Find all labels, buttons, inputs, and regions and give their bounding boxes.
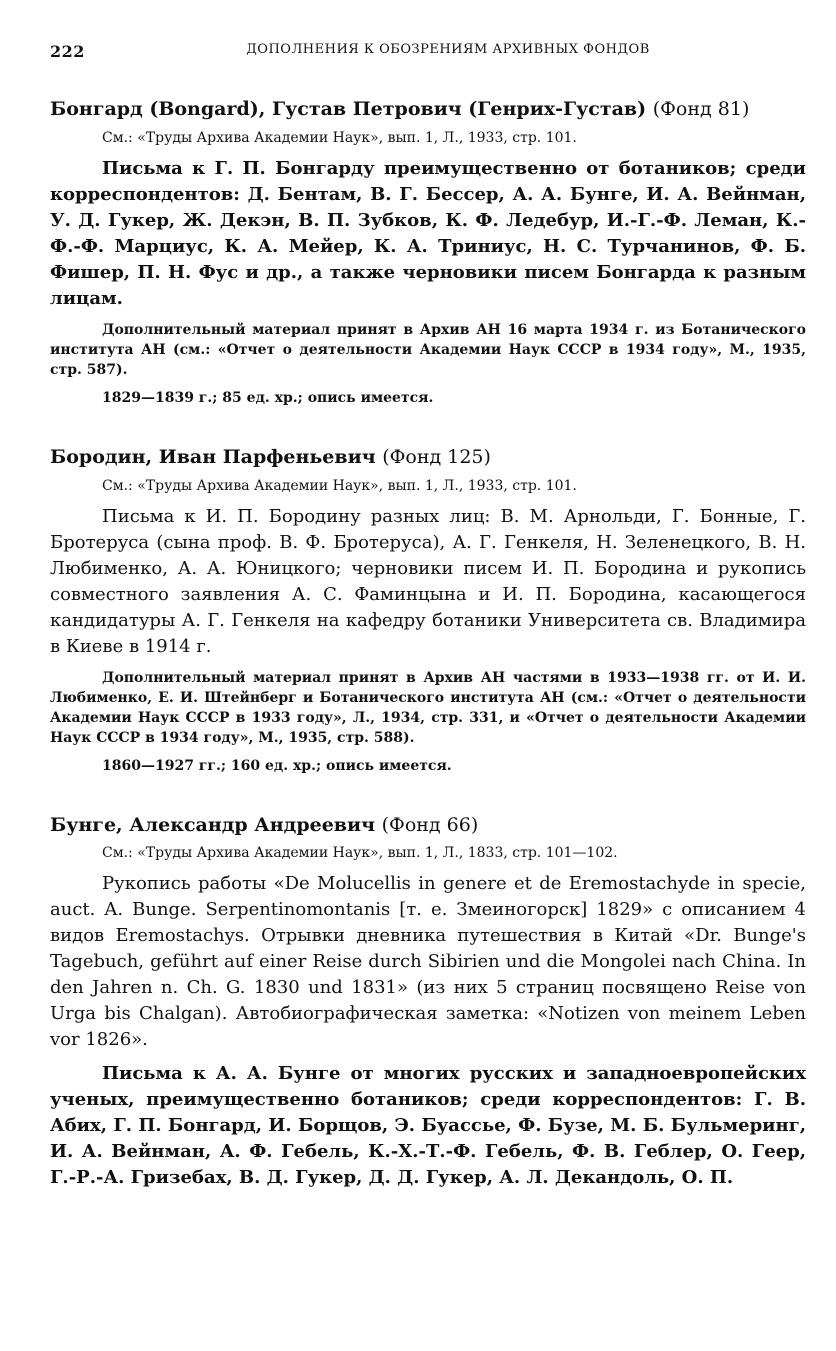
running-title: ДОПОЛНЕНИЯ К ОБОЗРЕНИЯМ АРХИВНЫХ ФОНДОВ xyxy=(246,42,650,57)
entry-name: Бунге, Александр Андреевич xyxy=(50,813,376,836)
entry-note: Дополнительный материал принят в Архив АН частями в 1933—1938 гг. от И. И. Любименко, Е. И. Штейнберг и Ботанического института АН (см.: «Отчет о деятельности Академии Наук СССР в 1933 году», Л., 1934, стр. 331, и «Отчет о деятельности Академии Наук СССР в 1934 году», М., 1935, стр. 588). xyxy=(50,669,806,746)
entry-description: Письма к А. А. Бунге от многих русских и западноевропейских ученых, преимущественно ботаников; среди корреспондентов: Г. В. Абих, Г. П. Бонгард, И. Борщов, Э. Буассье, Ф. Бузе, М. Б. Бульмеринг, И. А. Вейнман, А. Ф. Гебель, К.-Х.-Т.-Ф. Гебель, Ф. В. Геблер, О. Геер, Г.-Р.-А. Гризебах, В. Д. Гукер, Д. Д. Гукер, А. Л. Декандоль, О. П. xyxy=(50,1063,806,1189)
entry-extent: 1829—1839 г.; 85 ед. хр.; опись имеется. xyxy=(102,389,434,406)
page-header xyxy=(50,42,806,61)
entry-note: Дополнительный материал принят в Архив АН 16 марта 1934 г. из Ботанического института АН (см.: «Отчет о деятельности Академии Наук СССР в 1934 году», М., 1935, стр. 587). xyxy=(50,321,806,378)
page-content xyxy=(50,98,806,1199)
fond-number: (Фонд 81) xyxy=(652,98,750,120)
fond-entry-borodin xyxy=(50,446,806,774)
entry-heading xyxy=(50,98,806,122)
entry-heading xyxy=(50,814,806,838)
entry-reference: См.: «Труды Архива Академии Наук», вып. 1, Л., 1933, стр. 101. xyxy=(102,477,577,494)
fond-entry-bongard xyxy=(50,98,806,406)
entry-description: Письма к И. П. Бородину разных лиц: В. М. Арнольди, Г. Бонные, Г. Бротеруса (сына проф. В. Ф. Бротеруса), А. Г. Генкеля, Н. Зеленецкого, В. Н. Любименко, А. А. Юницкого; черновики писем И. П. Бородина и рукопись совместного заявления А. С. Фаминцына и И. П. Бородина, касающегося кандидатуры А. Г. Генкеля на кафедру ботаники Университета св. Владимира в Киеве в 1914 г. xyxy=(50,505,806,657)
entry-heading xyxy=(50,446,806,470)
entry-name: Бородин, Иван Парфеньевич xyxy=(50,445,376,468)
entry-extent: 1860—1927 гг.; 160 ед. хр.; опись имеется. xyxy=(102,757,452,774)
fond-number: (Фонд 66) xyxy=(381,813,479,836)
fond-entry-bunge xyxy=(50,814,806,1192)
entry-description: Рукопись работы «De Molucellis in genere et de Eremostachyde in specie, auct. A. Bunge. Serpentinomontanis [т. е. Змеиногорск] 1829» с описанием 4 видов Eremostachys. Отрывки дневника путешествия в Китай «Dr. Bunge's Tagebuch, geführt auf einer Reise durch Sibirien und die Mongolei nach China. In den Jahren n. Ch. G. 1830 und 1831» (из них 5 страниц посвящено Reise von Urga bis Chalgan). Автобиографическая заметка: «Notizen von meinem Leben vor 1826». xyxy=(50,873,806,1051)
entry-name: Бонгард (Bongard), Густав Петрович (Генрих-Густав) xyxy=(50,98,647,120)
fond-number: (Фонд 125) xyxy=(382,445,491,468)
entry-reference: См.: «Труды Архива Академии Наук», вып. 1, Л., 1833, стр. 101—102. xyxy=(102,845,618,862)
entry-reference: См.: «Труды Архива Академии Наук», вып. 1, Л., 1933, стр. 101. xyxy=(102,129,577,146)
entry-description: Письма к Г. П. Бонгарду преимущественно от ботаников; среди корреспондентов: Д. Бентам, В. Г. Бессер, А. А. Бунге, И. А. Вейнман, У. Д. Гукер, Ж. Декэн, В. П. Зубков, К. Ф. Ледебур, И.-Г.-Ф. Леман, К.-Ф.-Ф. Марциус, К. А. Мейер, К. А. Триниус, Н. С. Турчанинов, Ф. Б. Фишер, П. Н. Фус и др., а также черновики писем Бонгарда к разным лицам. xyxy=(50,157,806,309)
page-number: 222 xyxy=(50,42,85,61)
